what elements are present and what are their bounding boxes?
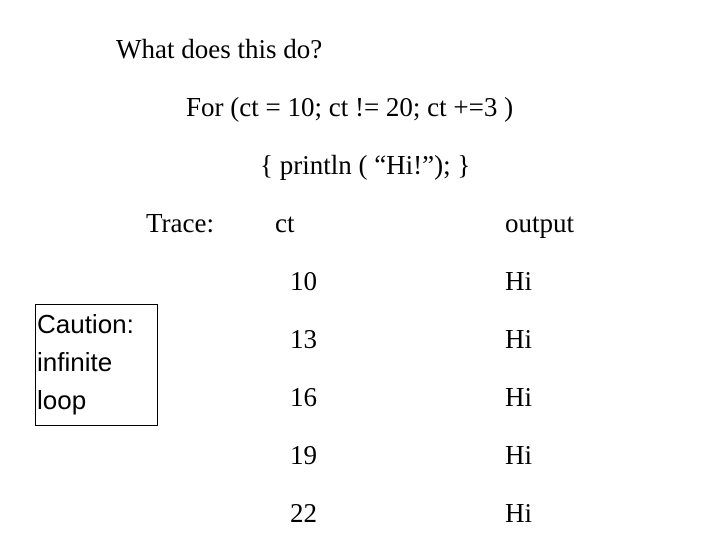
trace-ct-value: 19 [290, 440, 317, 470]
trace-output-value: Hi [505, 498, 532, 528]
trace-ct-value: 16 [290, 382, 317, 412]
column-header-output: output [505, 208, 575, 238]
caution-box [35, 304, 158, 426]
trace-ct-value: 22 [290, 498, 317, 528]
trace-row [0, 497, 720, 529]
caution-line: infinite [37, 347, 113, 377]
trace-output-value: Hi [505, 440, 532, 470]
caution-line: loop [37, 385, 87, 415]
trace-label: Trace: [146, 208, 214, 238]
trace-ct-value: 10 [290, 266, 317, 296]
trace-output-value: Hi [505, 382, 532, 412]
trace-ct-value: 13 [290, 324, 317, 354]
caution-line: Caution: [37, 309, 134, 339]
slide-title: What does this do? [116, 34, 323, 64]
code-line-body: { println ( “Hi!”); } [260, 150, 471, 180]
trace-row [0, 265, 720, 297]
column-header-ct: ct [275, 208, 295, 238]
code-line-for: For (ct = 10; ct != 20; ct +=3 ) [186, 92, 514, 122]
trace-row [0, 439, 720, 471]
trace-output-value: Hi [505, 266, 532, 296]
trace-output-value: Hi [505, 324, 532, 354]
